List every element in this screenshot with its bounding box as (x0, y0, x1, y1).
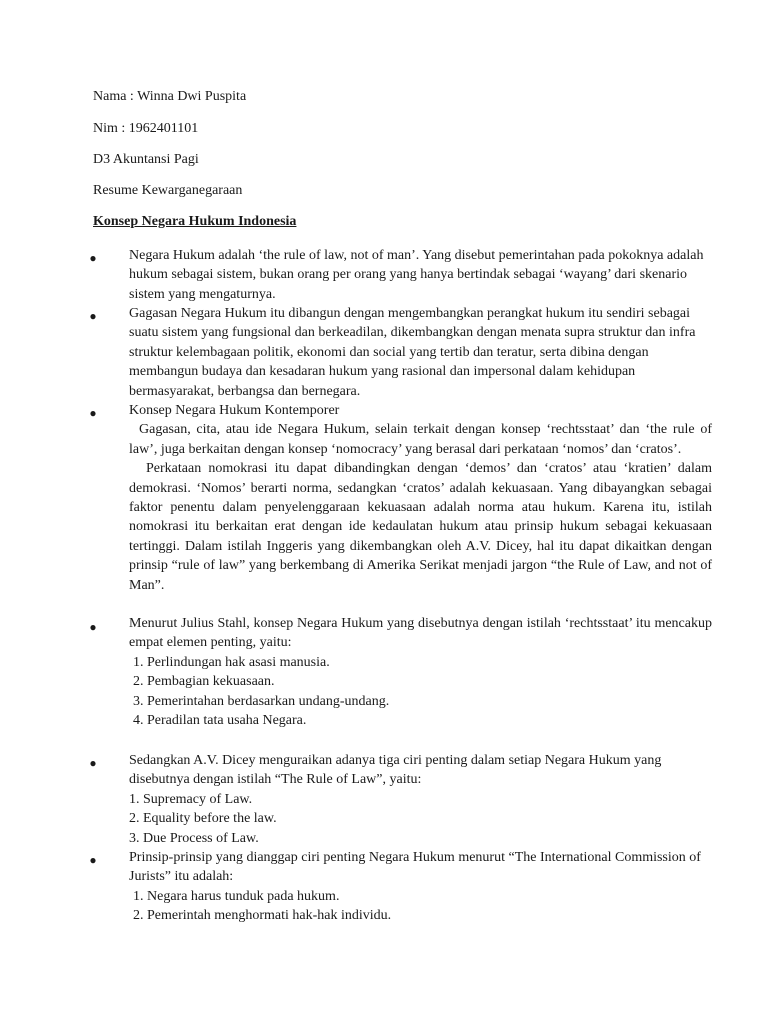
list-item (129, 751, 712, 848)
bullet-icon: ● (89, 309, 97, 323)
point-text: Negara Hukum adalah ‘the rule of law, not of man’. Yang disebut pemerintahan pada pokoknya adalah hukum sebagai sistem, bukan orang per orang yang hanya bertindak sebagai ‘wayang’ dari skenario sistem yang mengaturnya. (129, 248, 704, 302)
list-item (129, 246, 712, 304)
point-text: Menurut Julius Stahl, konsep Negara Hukum yang disebutnya dengan istilah ‘rechtsstaat’ itu mencakup empat elemen penting, yaitu: (129, 616, 712, 651)
numbered-list (129, 887, 712, 926)
class-name: D3 Akuntansi Pagi (93, 152, 199, 167)
bullet-icon: ● (89, 620, 97, 634)
list-item (129, 304, 712, 401)
list-entry: 3. Pemerintahan berdasarkan undang-undang. (133, 693, 390, 709)
list-entry: 2. Pembagian kekuasaan. (133, 674, 275, 690)
point-paragraph: Perkataan nomokrasi itu dapat dibandingkan dengan ‘demos’ dan ‘cratos’ atau ‘kratien’ dalam demokrasi. ‘Nomos’ berarti norma, sedangkan ‘cratos’ adalah kekuasaan. Yang dibayangkan sebagai faktor penentu dalam penyelenggaraan kekuasaan adalah norma atau hukum. Karena itu, istilah nomokrasi itu berkaitan erat dengan ide kedaulatan hukum atau prinsip hukum sebagai kekuasaan tertinggi. Dalam istilah Inggeris yang dikembangkan oleh A.V. Dicey, hal itu dapat dikaitkan dengan prinsip “rule of law” yang berkembang di Amerika Serikat menjadi jargon “the Rule of Law, and not of Man”. (129, 461, 712, 593)
point-text: Gagasan Negara Hukum itu dibangun dengan mengembangkan perangkat hukum itu sendiri sebagai suatu sistem yang fungsional dan berkeadilan, dikembangkan dengan menata supra struktur dan infra struktur kelembagaan politik, ekonomi dan social yang tertib dan teratur, serta dibina dengan membangun budaya dan kesadaran hukum yang rasional dan impersonal dalam kehidupan bermasyarakat, berbangsa dan bernegara. (129, 306, 696, 399)
list-entry: 2. Equality before the law. (129, 811, 277, 827)
section-title: Konsep Negara Hukum Indonesia (93, 214, 297, 229)
list-item (129, 848, 712, 926)
list-entry: 1. Negara harus tunduk pada hukum. (133, 888, 340, 904)
list-item (129, 401, 712, 595)
course-title: Resume Kewarganegaraan (93, 183, 243, 198)
list-entry: 1. Supremacy of Law. (129, 791, 253, 807)
list-entry: 3. Due Process of Law. (129, 830, 259, 846)
bullet-icon: ● (89, 853, 97, 867)
point-paragraph: Gagasan, cita, atau ide Negara Hukum, selain terkait dengan konsep ‘rechtsstaat’ dan ‘the rule of law’, juga berkaitan dengan konsep ‘nomocracy’ yang berasal dari perkataan ‘nomos’ dan ‘cratos’. (129, 422, 712, 457)
numbered-list (129, 790, 712, 848)
bullet-icon: ● (89, 406, 97, 420)
bullet-icon: ● (89, 251, 97, 265)
student-id: Nim : 1962401101 (93, 121, 199, 136)
numbered-list (129, 653, 712, 731)
list-item (129, 614, 712, 730)
point-heading: Konsep Negara Hukum Kontemporer (129, 403, 340, 418)
list-entry: 4. Peradilan tata usaha Negara. (133, 713, 307, 729)
point-text: Sedangkan A.V. Dicey menguraikan adanya tiga ciri penting dalam setiap Negara Hukum yang disebutnya dengan istilah “The Rule of Law”, yaitu: (129, 753, 662, 788)
bullet-icon: ● (89, 756, 97, 770)
point-text: Prinsip-prinsip yang dianggap ciri penting Negara Hukum menurut “The International Commission of Jurists” itu adalah: (129, 850, 701, 885)
list-entry: 1. Perlindungan hak asasi manusia. (133, 654, 330, 670)
list-entry: 2. Pemerintah menghormati hak-hak individu. (133, 908, 392, 924)
student-name: Nama : Winna Dwi Puspita (93, 89, 247, 104)
